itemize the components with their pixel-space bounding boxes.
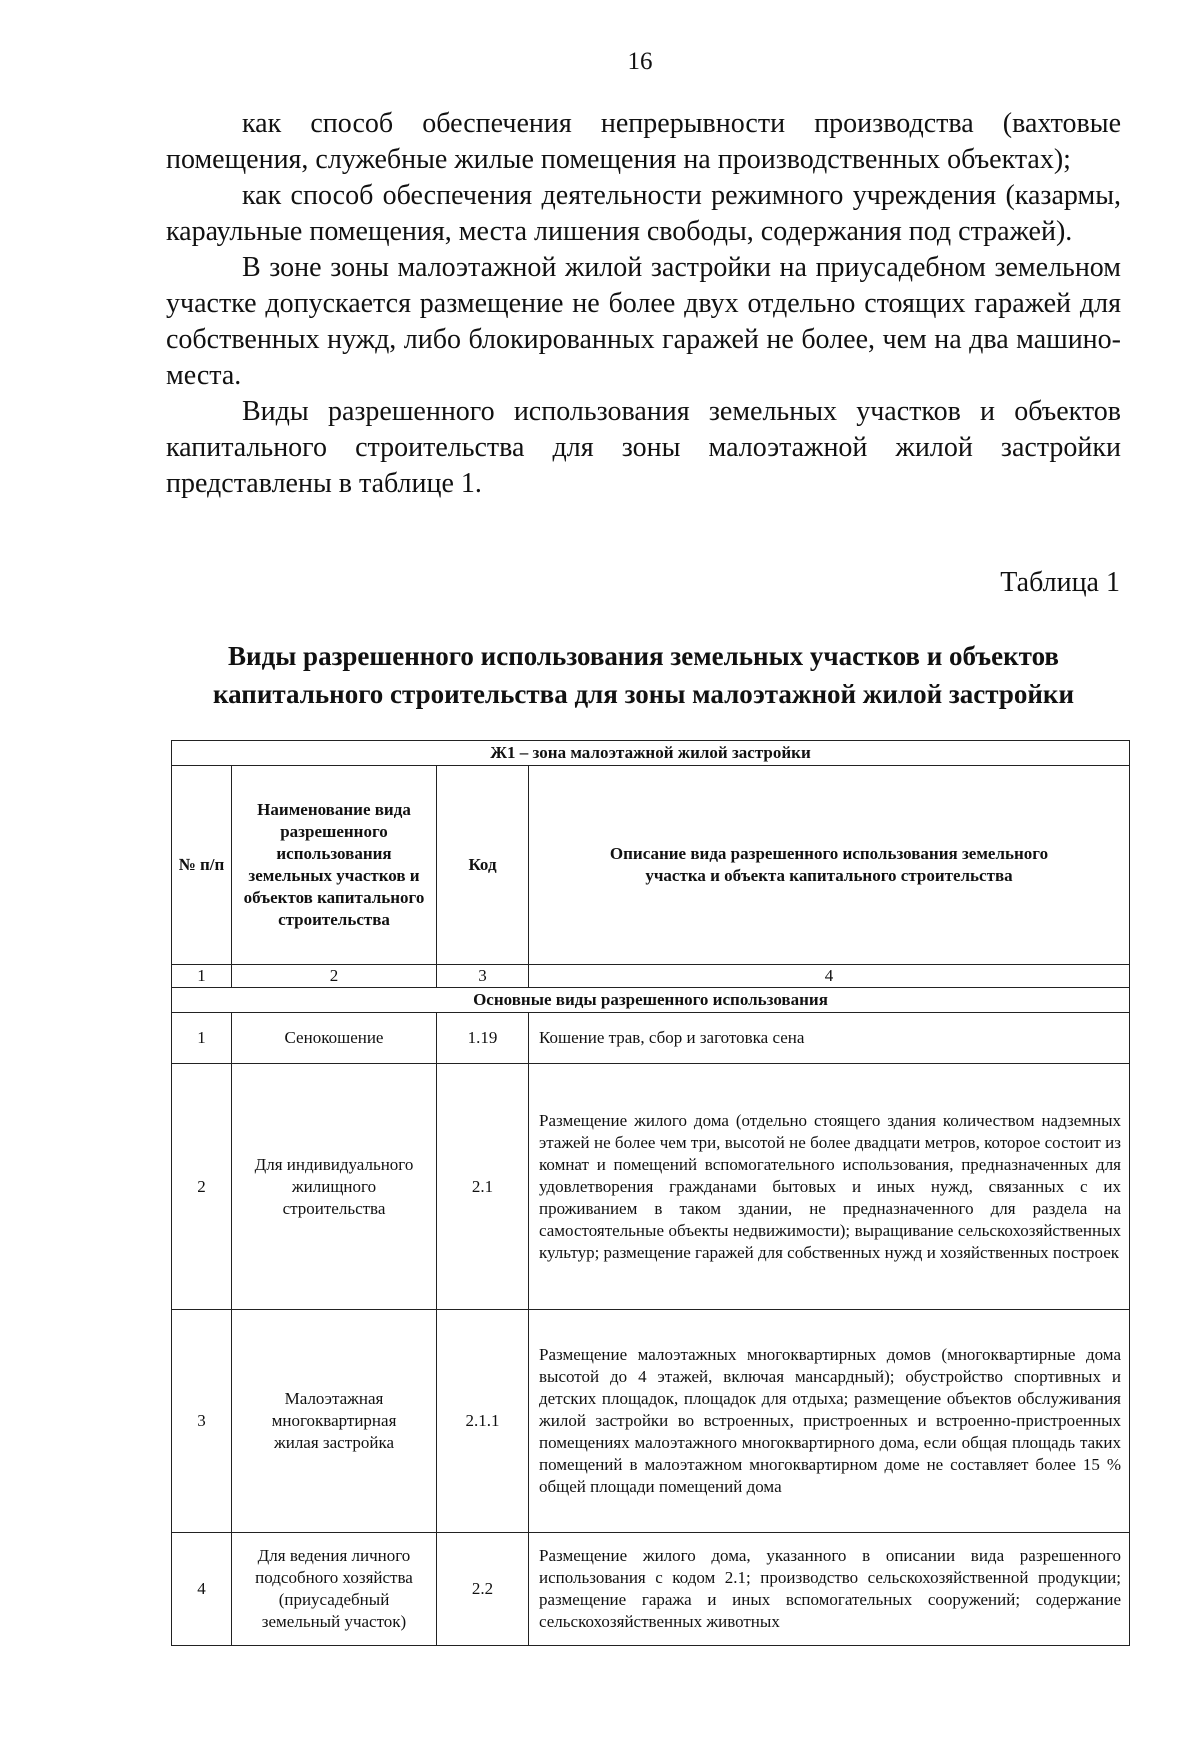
section-title-line: капитального строительства для зоны малоэтажной жилой застройки xyxy=(212,679,1075,709)
row-description: Размещение жилого дома (отдельно стоящего здания количеством надземных этажей не более чем три, высотой не более двадцати метров, которое состоит из комнат и помещений вспомогательного использования, предназначенных для удовлетворения гражданами бытовых и иных нужд, связанных с их проживанием в таком здании, не предназначенного для раздела на самостоятельные объекты недвижимости); выращивание сельскохозяйственных культур; размещение гаражей для собственных нужд и хозяйственных построек xyxy=(529,1064,1130,1310)
column-number-row xyxy=(172,965,1130,988)
section-title xyxy=(166,637,1121,713)
table-row xyxy=(172,1533,1130,1646)
table-row xyxy=(172,1013,1130,1064)
header-num: № п/п xyxy=(172,766,232,965)
row-code: 2.1.1 xyxy=(437,1310,529,1533)
zone-title: Ж1 – зона малоэтажной жилой застройки xyxy=(172,741,1130,766)
row-description: Размещение жилого дома, указанного в описании вида разрешенного использования с кодом 2.1; производство сельскохозяйственной продукции; размещение гаража и иных вспомогательных сооружений; содержание сельскохозяйственных животных xyxy=(529,1533,1130,1646)
section-label: Основные виды разрешенного использования xyxy=(172,988,1130,1013)
section-row xyxy=(172,988,1130,1013)
page-number: 16 xyxy=(627,48,653,75)
paragraph: как способ обеспечения деятельности режимного учреждения (казармы, караульные помещения, места лишения свободы, содержания под стражей). xyxy=(166,180,1121,247)
row-name: Для ведения личного подсобного хозяйства (приусадебный земельный участок) xyxy=(232,1533,437,1646)
table-row xyxy=(172,1064,1130,1310)
header-row xyxy=(172,766,1130,965)
body-text xyxy=(166,106,1121,502)
header-code: Код xyxy=(437,766,529,965)
row-code: 2.2 xyxy=(437,1533,529,1646)
column-number: 2 xyxy=(232,965,437,988)
row-name: Сенокошение xyxy=(232,1013,437,1064)
zone-title-row xyxy=(172,741,1130,766)
row-num: 1 xyxy=(172,1013,232,1064)
row-num: 4 xyxy=(172,1533,232,1646)
paragraph: Виды разрешенного использования земельных участков и объектов капитального строительства для зоны малоэтажной жилой застройки представлены в таблице 1. xyxy=(166,396,1121,499)
row-num: 2 xyxy=(172,1064,232,1310)
column-number: 3 xyxy=(437,965,529,988)
row-name: Для индивидуального жилищного строительства xyxy=(232,1064,437,1310)
section-title-line: Виды разрешенного использования земельных участков и объектов xyxy=(228,641,1059,671)
column-number: 1 xyxy=(172,965,232,988)
row-description: Кошение трав, сбор и заготовка сена xyxy=(529,1013,1130,1064)
paragraph: как способ обеспечения непрерывности производства (вахтовые помещения, служебные жилые помещения на производственных объектах); xyxy=(166,108,1121,175)
column-number: 4 xyxy=(529,965,1130,988)
header-name: Наименование вида разрешенного использования земельных участков и объектов капитального строительства xyxy=(232,766,437,965)
row-code: 2.1 xyxy=(437,1064,529,1310)
paragraph: В зоне зоны малоэтажной жилой застройки на приусадебном земельном участке допускается размещение не более двух отдельно стоящих гаражей для собственных нужд, либо блокированных гаражей не более, чем на два машино-места. xyxy=(166,252,1121,391)
header-description: Описание вида разрешенного использования земельного участка и объекта капитального строительства xyxy=(529,766,1130,965)
row-description: Размещение малоэтажных многоквартирных домов (многоквартирные дома высотой до 4 этажей, включая мансардный); обустройство спортивных и детских площадок, площадок для отдыха; размещение объектов обслуживания жилой застройки во встроенных, пристроенных и встроенно-пристроенных помещениях малоэтажного многоквартирного дома, если общая площадь таких помещений в малоэтажном многоквартирном доме не составляет более 15 % общей площади помещений дома xyxy=(529,1310,1130,1533)
row-num: 3 xyxy=(172,1310,232,1533)
row-code: 1.19 xyxy=(437,1013,529,1064)
table-caption: Таблица 1 xyxy=(1000,567,1120,598)
zones-table xyxy=(171,740,1130,1646)
table-row xyxy=(172,1310,1130,1533)
row-name: Малоэтажная многоквартирная жилая застройка xyxy=(232,1310,437,1533)
